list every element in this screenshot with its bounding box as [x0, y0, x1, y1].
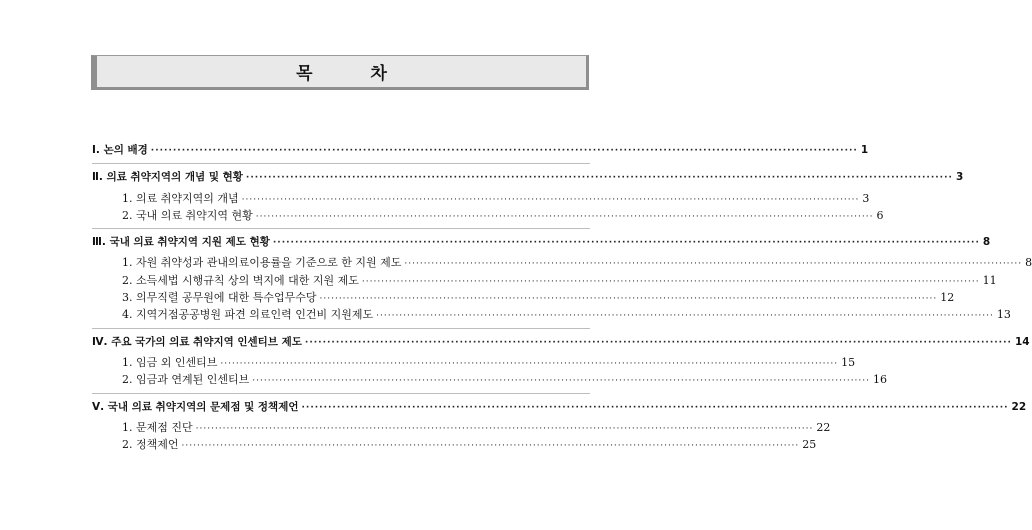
entry-page-number: 8: [1025, 256, 1032, 270]
toc-subsection-entry[interactable]: [92, 289, 955, 306]
toc-subsection-entry[interactable]: [92, 207, 884, 224]
section-divider: [92, 393, 590, 394]
toc-title: 목 차: [296, 64, 413, 84]
section-divider: [92, 163, 590, 164]
entry-page-number: 14: [1014, 335, 1030, 348]
entry-page-number: 6: [876, 208, 884, 222]
entry-label: 국내 의료 취약지역의 문제점 및 정책제언: [107, 400, 299, 413]
entry-number: Ⅲ.: [92, 236, 106, 249]
toc-subsection-entry[interactable]: [92, 190, 870, 207]
entry-number: Ⅰ.: [92, 144, 100, 156]
entry-number: 2.: [122, 208, 133, 222]
dot-leader: ································································································································································: [241, 194, 860, 205]
toc-subsection-entry[interactable]: [92, 272, 997, 289]
toc-chapter-entry[interactable]: [92, 169, 964, 186]
entry-page-number: 22: [1011, 400, 1027, 413]
toc-subsection-entry[interactable]: [92, 354, 856, 371]
entry-label: 의료 취약지역의 개념: [136, 191, 239, 205]
dot-leader: ································································································································································: [319, 294, 938, 305]
entry-page-number: 3: [955, 171, 964, 184]
entry-label: 국내 의료 취약지역 지원 제도 현황: [109, 236, 270, 249]
toc-chapter-entry[interactable]: [92, 234, 991, 251]
entry-number: 3.: [122, 291, 133, 305]
entry-label: 자원 취약성과 관내의료이용률을 기준으로 한 지원 제도: [136, 256, 402, 270]
dot-leader: ································································································································································: [361, 276, 980, 287]
entry-number: 4.: [122, 308, 133, 322]
dot-leader: ································································································································································: [301, 402, 1009, 413]
toc-chapter-entry[interactable]: [92, 399, 1027, 416]
entry-label: 문제점 진단: [136, 420, 193, 434]
entry-page-number: 8: [982, 236, 991, 249]
dot-leader: ································································································································································: [252, 376, 870, 387]
toc-section: [92, 142, 869, 164]
entry-page-number: 12: [940, 291, 955, 305]
table-of-contents: [92, 142, 1032, 453]
dot-leader: ································································································································································: [255, 211, 874, 222]
dot-leader: ································································································································································: [220, 358, 839, 369]
dot-leader: ································································································································································: [376, 311, 994, 322]
dot-leader: ································································································································································: [150, 146, 858, 156]
dot-leader: ································································································································································: [272, 238, 980, 249]
entry-label: 소득세법 시행규칙 상의 벽지에 대한 지원 제도: [136, 273, 359, 287]
entry-label: 의료 취약지역의 개념 및 현황: [106, 171, 243, 184]
dot-leader: ································································································································································: [181, 441, 800, 452]
entry-number: 1.: [122, 355, 133, 369]
entry-number: Ⅴ.: [92, 400, 105, 413]
toc-chapter-entry[interactable]: [92, 334, 1030, 351]
entry-label: 정책제언: [136, 438, 179, 452]
entry-label: 주요 국가의 의료 취약지역 인센티브 제도: [111, 335, 302, 348]
entry-page-number: 3: [862, 191, 870, 205]
entry-label: 의무직렬 공무원에 대한 특수업무수당: [136, 291, 317, 305]
entry-number: Ⅳ.: [92, 335, 108, 348]
dot-leader: ································································································································································: [195, 423, 814, 434]
entry-label: 국내 의료 취약지역 현황: [136, 208, 253, 222]
section-divider: [92, 328, 590, 329]
entry-label: 지역거점공공병원 파견 의료인력 인건비 지원제도: [136, 308, 374, 322]
entry-number: Ⅱ.: [92, 171, 103, 184]
toc-section: [92, 169, 964, 229]
entry-page-number: 11: [982, 273, 997, 287]
toc-title-box: [91, 55, 589, 90]
entry-page-number: 1: [860, 144, 869, 156]
entry-page-number: 13: [996, 308, 1011, 322]
entry-number: 1.: [122, 191, 133, 205]
toc-subsection-entry[interactable]: [92, 371, 887, 388]
entry-page-number: 22: [816, 420, 831, 434]
toc-subsection-entry[interactable]: [92, 436, 817, 453]
toc-chapter-entry[interactable]: [92, 142, 869, 159]
entry-number: 1.: [122, 256, 133, 270]
toc-section: [92, 399, 1027, 454]
entry-label: 임금 외 인센티브: [136, 355, 218, 369]
dot-leader: ································································································································································: [404, 259, 1023, 270]
toc-subsection-entry[interactable]: [92, 306, 1011, 323]
entry-label: 임금과 연계된 인센티브: [136, 373, 250, 387]
entry-page-number: 16: [873, 373, 887, 387]
toc-subsection-entry[interactable]: [92, 419, 831, 436]
toc-subsection-entry[interactable]: [92, 254, 1032, 271]
entry-page-number: 25: [802, 438, 817, 452]
entry-number: 2.: [122, 373, 133, 387]
entry-number: 2.: [122, 438, 133, 452]
section-divider: [92, 228, 590, 229]
entry-page-number: 15: [841, 355, 856, 369]
toc-section: [92, 234, 1032, 328]
toc-section: [92, 334, 1030, 394]
entry-number: 2.: [122, 273, 133, 287]
dot-leader: ································································································································································: [245, 173, 953, 184]
entry-number: 1.: [122, 420, 133, 434]
entry-label: 논의 배경: [103, 144, 148, 156]
dot-leader: ································································································································································: [304, 337, 1012, 348]
